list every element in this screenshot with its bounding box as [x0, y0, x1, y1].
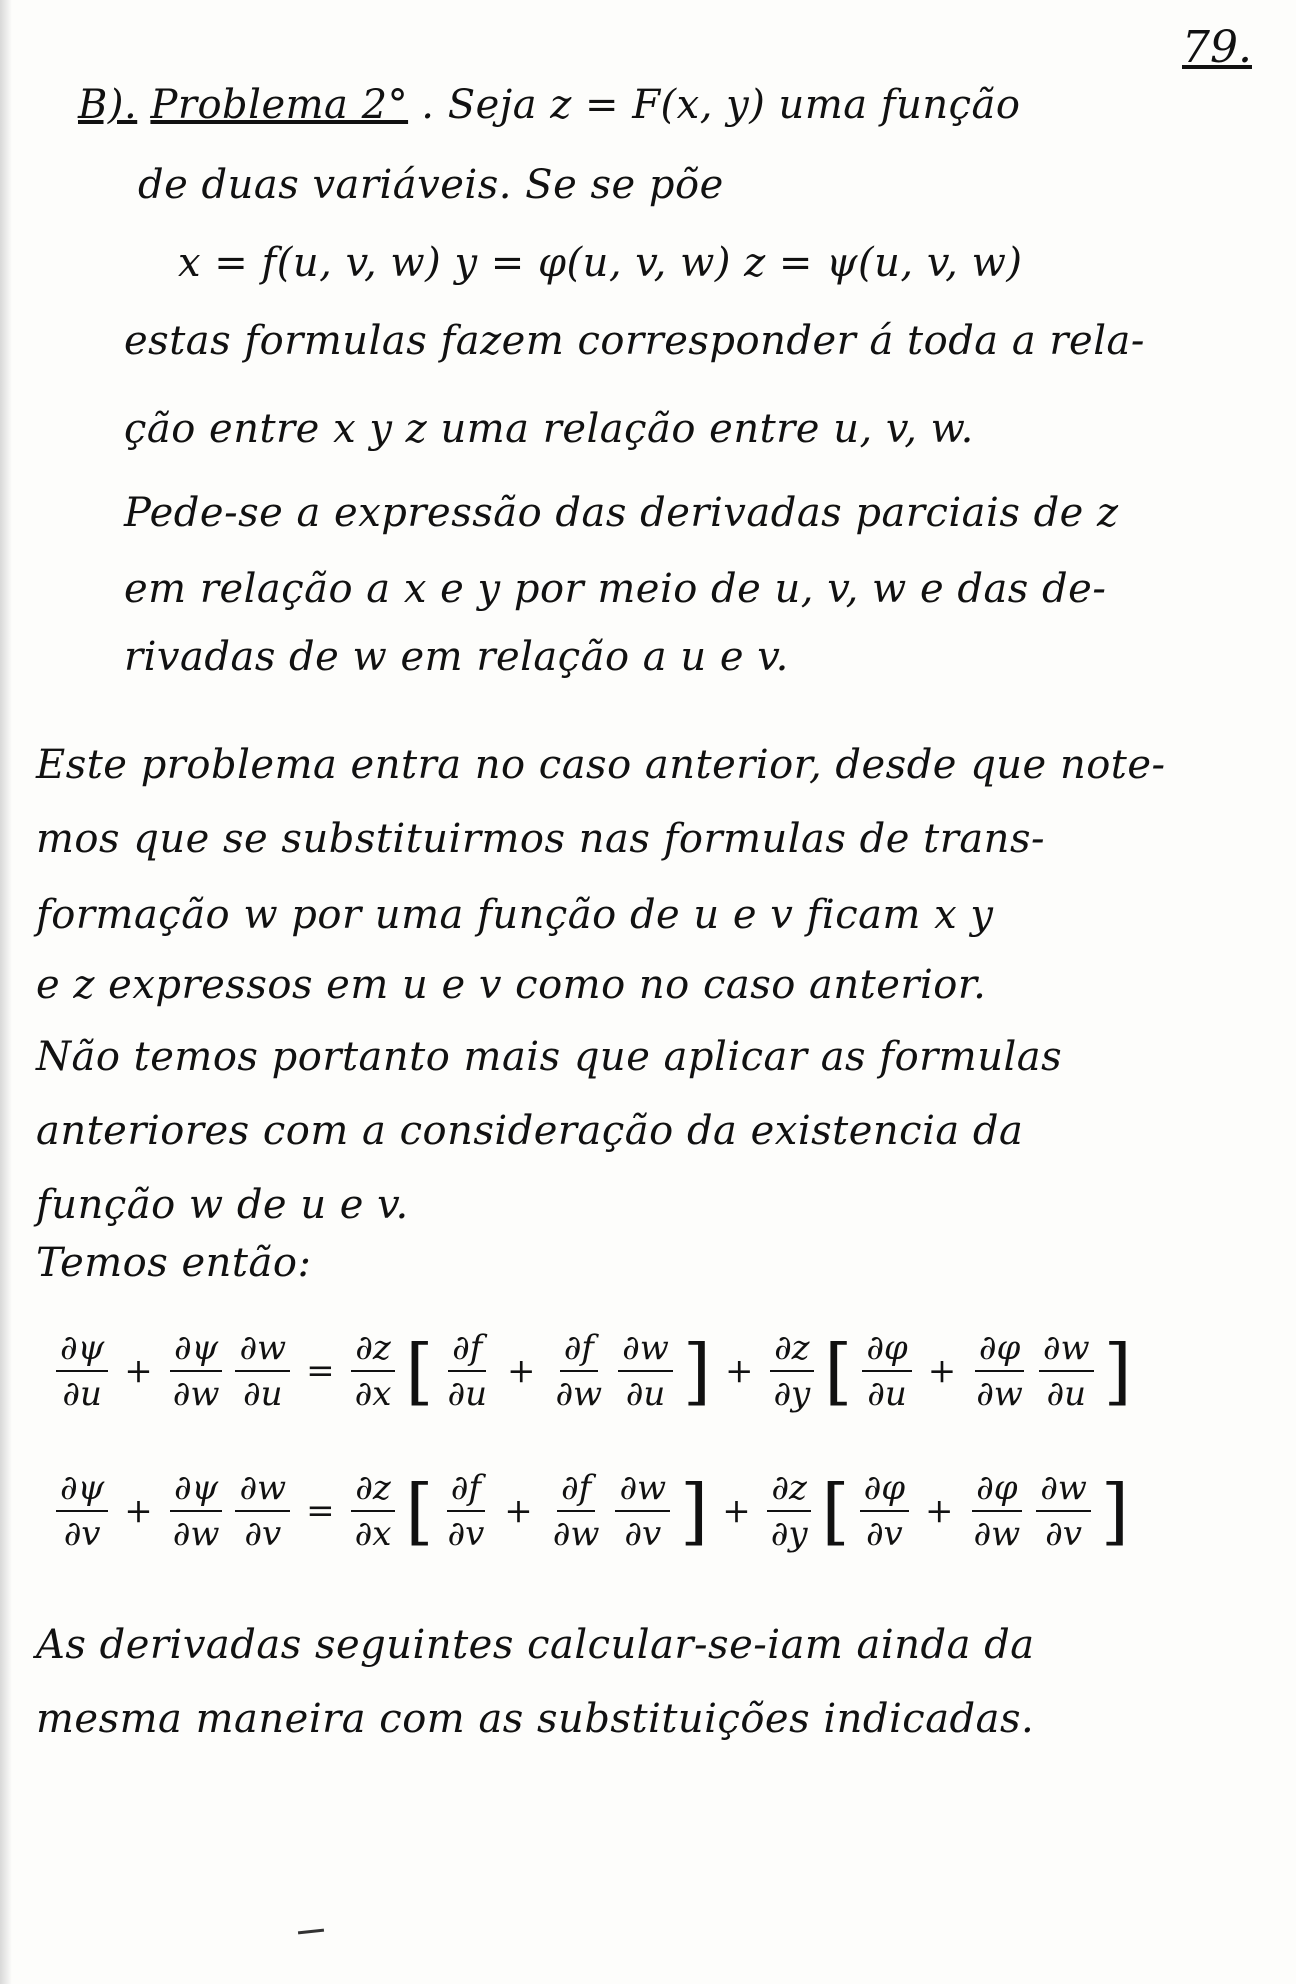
- right-bracket: ]: [682, 1329, 711, 1413]
- fraction: $\frac{\partial\psi}{\partial w}$: [169, 1466, 224, 1556]
- left-bracket: [: [821, 1469, 850, 1553]
- fraction: $\frac{\partial w}{\partial u}$: [618, 1326, 673, 1416]
- solution-line-4: e z expressos em u e v como no caso anterior.: [36, 962, 987, 1008]
- fraction: $\frac{\partial f}{\partial u}$: [447, 1328, 487, 1414]
- fraction: $\frac{\partial f}{\partial v}$: [447, 1468, 485, 1554]
- fraction: $\frac{\partial w}{\partial v}$: [615, 1466, 670, 1556]
- page-edge-shadow: [0, 0, 12, 1984]
- statement-line-5: Pede-se a expressão das derivadas parciais de z: [124, 490, 1119, 536]
- fraction: $\frac{\partial z}{\partial x}$: [351, 1466, 396, 1556]
- solution-line-7: função w de u e v.: [36, 1182, 409, 1228]
- fraction: $\frac{\partial\varphi}{\partial w}$: [976, 1328, 1023, 1414]
- equation-partial-v: $\frac{\partial\psi}{\partial v}$ + $\frac{\partial\psi}{\partial w}$ $\frac{\partial w}{\partial v}$ = $\frac{\partial z}{\partial x}$ [ $\frac{\partial f}{\partial v}$ + $\frac{\partial f}{\partial w}$ $\frac{\partial w}{\partial v}$ ] + $\frac{\partial z}{\partial y}$ [ $\frac{\partial\varphi}{\partial v}$ + $\frac{\partial\varphi}{\partial w}$ $\frac{\partial w}{\partial v}$ ]: [50, 1456, 1133, 1566]
- closing-line-1: As derivadas seguintes calcular-se-iam ainda da: [36, 1622, 1035, 1668]
- right-bracket: ]: [680, 1469, 709, 1553]
- left-bracket: [: [824, 1329, 853, 1413]
- statement-line-4: ção entre x y z uma relação entre u, v, w.: [124, 406, 974, 452]
- fraction: $\frac{\partial w}{\partial v}$: [235, 1466, 290, 1556]
- solution-line-2: mos que se substituirmos nas formulas de trans-: [36, 816, 1045, 862]
- fraction: $\frac{\partial\varphi}{\partial w}$: [973, 1468, 1021, 1554]
- left-bracket: [: [405, 1469, 434, 1553]
- fraction: $\frac{\partial w}{\partial u}$: [1039, 1326, 1094, 1416]
- statement-line-3: estas formulas fazem corresponder á toda a rela-: [124, 318, 1145, 364]
- fraction: $\frac{\partial f}{\partial w}$: [552, 1468, 600, 1554]
- solution-line-5: Não temos portanto mais que aplicar as formulas: [36, 1034, 1063, 1080]
- solution-line-3: formação w por uma função de u e v ficam x y: [36, 892, 994, 938]
- problem-title: Problema 2°: [150, 82, 409, 128]
- fraction: $\frac{\partial z}{\partial y}$: [769, 1326, 814, 1416]
- stray-pen-mark: [298, 1929, 324, 1935]
- closing-line-2: mesma maneira com as substituições indicadas.: [36, 1696, 1035, 1742]
- right-bracket: ]: [1100, 1469, 1129, 1553]
- fraction: $\frac{\partial w}{\partial u}$: [235, 1326, 290, 1416]
- problem-heading: [78, 82, 1020, 128]
- solution-line-6: anteriores com a consideração da existencia da: [36, 1108, 1024, 1154]
- left-bracket: [: [405, 1329, 434, 1413]
- equation-partial-u: $\frac{\partial\psi}{\partial u}$ + $\frac{\partial\psi}{\partial w}$ $\frac{\partial w}{\partial u}$ = $\frac{\partial z}{\partial x}$ [ $\frac{\partial f}{\partial u}$ + $\frac{\partial f}{\partial w}$ $\frac{\partial w}{\partial u}$ ] + $\frac{\partial z}{\partial y}$ [ $\frac{\partial\varphi}{\partial u}$ + $\frac{\partial\varphi}{\partial w}$ $\frac{\partial w}{\partial u}$ ]: [50, 1316, 1136, 1426]
- fraction: $\frac{\partial z}{\partial y}$: [767, 1466, 812, 1556]
- problem-heading-rest: . Seja z = F(x, y) uma função: [421, 82, 1021, 128]
- statement-line-7: rivadas de w em relação a u e v.: [124, 634, 789, 680]
- statement-line-6: em relação a x e y por meio de u, v, w e das de-: [124, 566, 1107, 612]
- solution-line-8: Temos então:: [36, 1240, 312, 1286]
- fraction: $\frac{\partial\psi}{\partial v}$: [56, 1466, 108, 1556]
- right-bracket: ]: [1103, 1329, 1132, 1413]
- fraction: $\frac{\partial\psi}{\partial u}$: [56, 1326, 108, 1416]
- fraction: $\frac{\partial\varphi}{\partial u}$: [862, 1326, 911, 1416]
- section-label: B).: [78, 82, 138, 128]
- fraction: $\frac{\partial\varphi}{\partial v}$: [860, 1466, 909, 1556]
- fraction: $\frac{\partial\psi}{\partial w}$: [169, 1326, 224, 1416]
- fraction: $\frac{\partial z}{\partial x}$: [351, 1326, 396, 1416]
- page-number: 79.: [1182, 22, 1252, 73]
- fraction: $\frac{\partial w}{\partial v}$: [1036, 1466, 1091, 1556]
- statement-formulas: x = f(u, v, w) y = φ(u, v, w) z = ψ(u, v, w): [178, 240, 1023, 286]
- statement-line-1: de duas variáveis. Se se põe: [138, 162, 724, 208]
- solution-line-1: Este problema entra no caso anterior, desde que note-: [36, 742, 1166, 788]
- fraction: $\frac{\partial f}{\partial w}$: [555, 1328, 603, 1414]
